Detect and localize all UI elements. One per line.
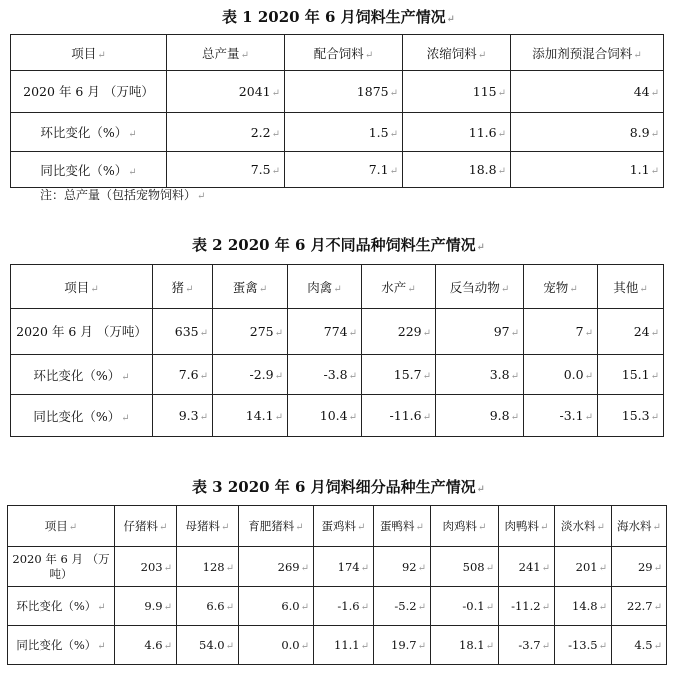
table2-row-label: 同比变化（%）↵ [11, 395, 153, 437]
table1-value-cell: 18.8↵ [403, 152, 511, 188]
table3-caption: 表 3 2020 年 6 月饲料细分品种生产情况↵ [191, 478, 486, 496]
table3-row-label: 环比变化（%）↵ [8, 587, 115, 626]
table2-value-cell: -3.1↵ [524, 395, 598, 437]
table3-row [8, 547, 667, 587]
table2-header-cell: 反刍动物↵ [436, 265, 524, 309]
table1-value-cell: 11.6↵ [403, 113, 511, 152]
table2-caption: 表 2 2020 年 6 月不同品种饲料生产情况↵ [191, 236, 486, 254]
table2-value-cell: 0.0↵ [524, 355, 598, 395]
table1-value-cell: 1.1↵ [511, 152, 664, 188]
table3-value-cell: 18.1↵ [431, 626, 499, 665]
table3-header-cell: 蛋鸭料↵ [374, 506, 431, 547]
table2-value-cell: 9.3↵ [153, 395, 213, 437]
table3-row-label: 同比变化（%）↵ [8, 626, 115, 665]
table2-value-cell: 9.8↵ [436, 395, 524, 437]
table2-header-cell: 肉禽↵ [288, 265, 362, 309]
table1-row [11, 113, 664, 152]
table1-row-label: 环比变化（%）↵ [11, 113, 167, 152]
table1-value-cell: 44↵ [511, 71, 664, 113]
table3-value-cell: 203↵ [115, 547, 177, 587]
table3-value-cell: 241↵ [499, 547, 555, 587]
table3-value-cell: 9.9↵ [115, 587, 177, 626]
table1-value-cell: 2.2↵ [167, 113, 285, 152]
table1-value-cell: 7.5↵ [167, 152, 285, 188]
table3-value-cell: 11.1↵ [314, 626, 374, 665]
table3-value-cell: -11.2↵ [499, 587, 555, 626]
table1-header-cell: 配合饲料↵ [285, 35, 403, 71]
table2-value-cell: 97↵ [436, 309, 524, 355]
table3-value-cell: 508↵ [431, 547, 499, 587]
table1-value-cell: 2041↵ [167, 71, 285, 113]
table3-header-row [8, 506, 667, 547]
table3-value-cell: 6.0↵ [239, 587, 314, 626]
table3-header-cell: 海水料↵ [612, 506, 667, 547]
table1-value-cell: 115↵ [403, 71, 511, 113]
table3-value-cell: -5.2↵ [374, 587, 431, 626]
table2-value-cell: 635↵ [153, 309, 213, 355]
table2-header-cell: 蛋禽↵ [213, 265, 288, 309]
table3-value-cell: -3.7↵ [499, 626, 555, 665]
table2-value-cell: -3.8↵ [288, 355, 362, 395]
table3-header-cell: 淡水料↵ [555, 506, 612, 547]
table3-value-cell: 92↵ [374, 547, 431, 587]
table3-value-cell: 14.8↵ [555, 587, 612, 626]
table2-value-cell: 15.3↵ [598, 395, 664, 437]
table3-row [8, 587, 667, 626]
table1-header-cell: 浓缩饲料↵ [403, 35, 511, 71]
table2-header-row [11, 265, 664, 309]
table1-value-cell: 1875↵ [285, 71, 403, 113]
table2-header-cell: 宠物↵ [524, 265, 598, 309]
table2-header-cell: 其他↵ [598, 265, 664, 309]
table2 [10, 264, 664, 437]
table3-row-label: 2020 年 6 月 （万吨） [8, 547, 115, 587]
table2-value-cell: 14.1↵ [213, 395, 288, 437]
table2-row-label: 2020 年 6 月 （万吨） [11, 309, 153, 355]
table3-header-cell: 仔猪料↵ [115, 506, 177, 547]
table2-value-cell: 7↵ [524, 309, 598, 355]
table2-row [11, 309, 664, 355]
table3-value-cell: 29↵ [612, 547, 667, 587]
table2-value-cell: 15.1↵ [598, 355, 664, 395]
table3-value-cell: 4.6↵ [115, 626, 177, 665]
table2-value-cell: 15.7↵ [362, 355, 436, 395]
table1-caption: 表 1 2020 年 6 月饲料生产情况↵ [221, 8, 456, 26]
table1 [10, 34, 664, 188]
table1-row-label: 2020 年 6 月 （万吨） [11, 71, 167, 113]
table3-row [8, 626, 667, 665]
table3-value-cell: -13.5↵ [555, 626, 612, 665]
table3-header-cell: 肉鸭料↵ [499, 506, 555, 547]
table1-header-cell: 添加剂预混合饲料↵ [511, 35, 664, 71]
table3-header-cell: 蛋鸡料↵ [314, 506, 374, 547]
table3-value-cell: 22.7↵ [612, 587, 667, 626]
table2-value-cell: 3.8↵ [436, 355, 524, 395]
table1-header-cell: 项目↵ [11, 35, 167, 71]
table3-header-cell: 育肥猪料↵ [239, 506, 314, 547]
table3-value-cell: 19.7↵ [374, 626, 431, 665]
table3-value-cell: 54.0↵ [177, 626, 239, 665]
table2-value-cell: 229↵ [362, 309, 436, 355]
table2-value-cell: -2.9↵ [213, 355, 288, 395]
table1-value-cell: 8.9↵ [511, 113, 664, 152]
table2-value-cell: 24↵ [598, 309, 664, 355]
table2-header-cell: 水产↵ [362, 265, 436, 309]
table3-value-cell: 269↵ [239, 547, 314, 587]
table2-row [11, 355, 664, 395]
table1-row [11, 71, 664, 113]
table3-value-cell: 0.0↵ [239, 626, 314, 665]
table3-value-cell: -1.6↵ [314, 587, 374, 626]
table3-value-cell: 128↵ [177, 547, 239, 587]
table3-header-cell: 项目↵ [8, 506, 115, 547]
table3-value-cell: 174↵ [314, 547, 374, 587]
table1-value-cell: 1.5↵ [285, 113, 403, 152]
table1-header-row [11, 35, 664, 71]
table1-value-cell: 7.1↵ [285, 152, 403, 188]
table1-note: 注：总产量（包括宠物饲料）↵ [40, 188, 206, 202]
table1-row [11, 152, 664, 188]
table2-value-cell: -11.6↵ [362, 395, 436, 437]
table1-row-label: 同比变化（%）↵ [11, 152, 167, 188]
table3-header-cell: 肉鸡料↵ [431, 506, 499, 547]
table3-value-cell: 4.5↵ [612, 626, 667, 665]
table2-header-cell: 项目↵ [11, 265, 153, 309]
table3-value-cell: 201↵ [555, 547, 612, 587]
table1-header-cell: 总产量↵ [167, 35, 285, 71]
table3-header-cell: 母猪料↵ [177, 506, 239, 547]
table2-value-cell: 10.4↵ [288, 395, 362, 437]
table2-value-cell: 275↵ [213, 309, 288, 355]
table3 [7, 505, 667, 665]
table2-row [11, 395, 664, 437]
table2-value-cell: 7.6↵ [153, 355, 213, 395]
table2-header-cell: 猪↵ [153, 265, 213, 309]
table3-value-cell: -0.1↵ [431, 587, 499, 626]
table2-row-label: 环比变化（%）↵ [11, 355, 153, 395]
table3-value-cell: 6.6↵ [177, 587, 239, 626]
table2-value-cell: 774↵ [288, 309, 362, 355]
